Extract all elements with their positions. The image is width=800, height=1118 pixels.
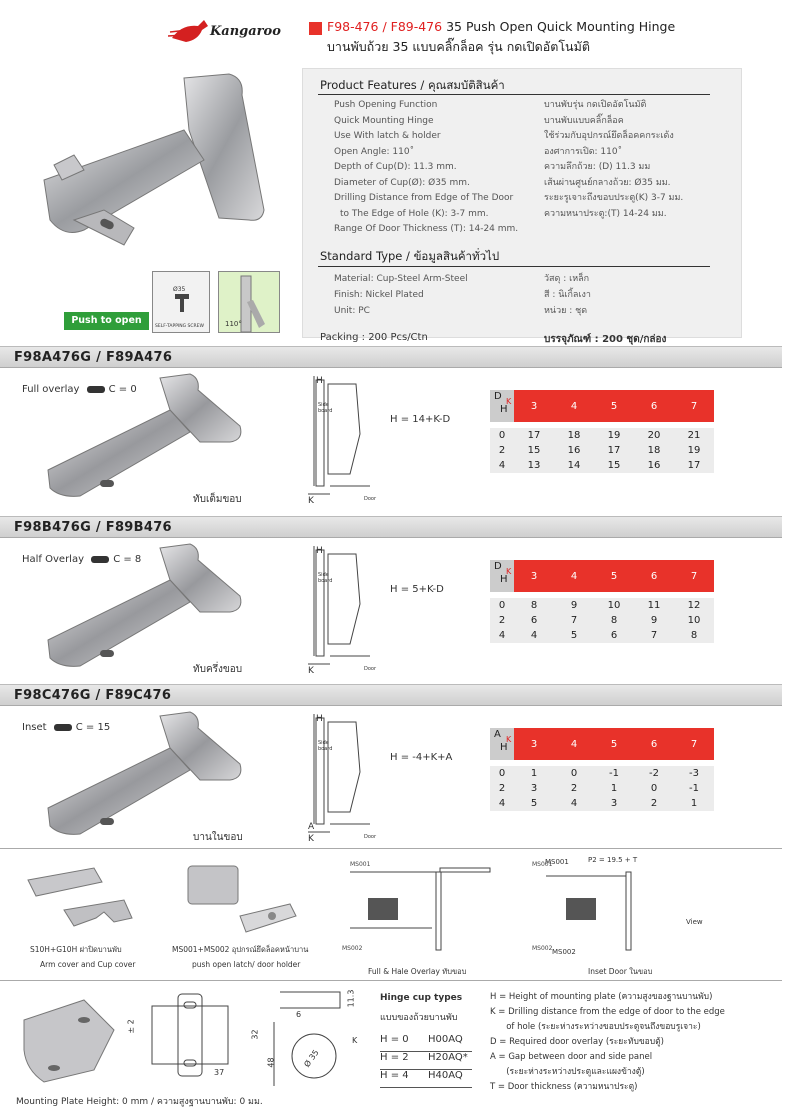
screw-label: SELF-TAPPING SCREW: [155, 324, 204, 329]
standard-item-th: สี : นิเกิ้ลเงา: [544, 290, 591, 300]
table-header-cell: 7: [674, 390, 714, 422]
dim-48: 48: [266, 1057, 276, 1068]
view-label: View: [686, 918, 703, 926]
plate-rule: [0, 980, 782, 981]
header-red-square: [309, 22, 322, 35]
ms002-text: MS002: [552, 948, 576, 956]
full-overlay-diagram: [336, 854, 502, 958]
table-cell: 17: [687, 460, 701, 471]
table-cell: 6: [530, 615, 538, 626]
table-cell: 18: [647, 445, 661, 456]
table-cell: 4: [570, 798, 578, 809]
packing-th: บรรจุภัณฑ์ : 200 ชุด/กล่อง: [544, 334, 667, 345]
table-cell: -1: [689, 783, 699, 794]
table-header-cell: 4: [554, 390, 594, 422]
standard-list-en: [334, 271, 468, 319]
table-cell: 15: [607, 460, 621, 471]
main-hinge-image: [14, 70, 294, 264]
table-cell: 9: [650, 615, 658, 626]
overlay-caption-th: บานในขอบ: [193, 832, 243, 843]
section-hinge-image: [40, 370, 250, 504]
table-cell: 19: [687, 445, 701, 456]
feature-item: Quick Mounting Hinge: [334, 115, 434, 126]
feature-item: Use With latch & holder: [334, 131, 441, 141]
cup-row: H = 2 H20AQ*: [380, 1052, 472, 1070]
feature-item: Push Opening Function: [334, 100, 438, 110]
product-title: [327, 19, 675, 34]
table-cell: 13: [527, 460, 541, 471]
table-cell: 7: [650, 630, 658, 641]
table-header-cell: 5: [594, 728, 634, 760]
ms002-label: MS002: [342, 945, 363, 952]
table-cell: 4: [530, 630, 538, 641]
table-cell: 8: [610, 615, 618, 626]
table-cell: 0: [650, 783, 658, 794]
dim-6: 6: [296, 1010, 302, 1019]
table-header-cell: 3: [514, 728, 554, 760]
feature-item-th: ความลึกถ้วย: (D) 11.3 มม: [544, 162, 651, 172]
table-corner: A H K: [490, 728, 514, 760]
section-code: F98C476G / F89C476: [14, 688, 172, 703]
title-en: 35 Push Open Quick Mounting Hinge: [446, 19, 676, 34]
h-value: 0: [498, 600, 506, 611]
ms001-text: MS001: [545, 858, 569, 866]
h-value: 0: [498, 430, 506, 441]
standard-heading-rule: [318, 266, 710, 267]
h-value: 2: [498, 445, 506, 456]
table-cell: 2: [570, 783, 578, 794]
dimension-table: [490, 728, 714, 811]
k-label: K: [308, 496, 314, 506]
h-label: H: [316, 714, 323, 724]
cup-row: H = 4 H40AQ: [380, 1070, 472, 1088]
table-cell: 1: [690, 798, 698, 809]
dimension-table: [490, 390, 714, 473]
table-cell: 16: [647, 460, 661, 471]
table-header-cell: 5: [594, 390, 634, 422]
table-cell: 15: [527, 445, 541, 456]
k-label: K: [308, 834, 314, 844]
standard-item: Finish: Nickel Plated: [334, 290, 424, 300]
h-value: 0: [498, 768, 506, 779]
door-label: Door: [364, 666, 377, 672]
table-cell: 21: [687, 430, 701, 441]
section-header: [0, 684, 782, 706]
feature-item-th: ใช้ร่วมกับอุปกรณ์ยึดล็อคคกระเด้ง: [544, 131, 674, 141]
feature-item-th: เส้นผ่านศูนย์กลางถ้วย: Ø35 มม.: [544, 177, 671, 188]
dimension-table: [490, 560, 714, 643]
push-to-open-badge: Push to open: [64, 312, 149, 330]
cup-table: [380, 1034, 472, 1088]
legend-item: of hole (ระยะห่างระหว่างขอบประตูจนถึงขอบรูเจาะ): [490, 1022, 701, 1032]
svg-text:MS002: MS002: [532, 945, 553, 952]
brand-name: Kangaroo: [210, 24, 281, 39]
feature-item-th: ระยะรูเจาะถึงขอบประตู(K) 3-7 มม.: [544, 193, 684, 203]
table-cell: 8: [530, 600, 538, 611]
section-hinge-image: [40, 708, 250, 842]
table-row: [490, 781, 714, 796]
screw-icon: [171, 292, 193, 314]
plate-caption: Mounting Plate Height: 0 mm / ความสูงฐานบานพับ: 0 มม.: [16, 1097, 263, 1107]
section-header: [0, 516, 782, 538]
h-label: H: [316, 546, 323, 556]
angle-label: 110°: [225, 320, 242, 328]
feature-item: to The Edge of Hole (K): 3-7 mm.: [340, 208, 489, 219]
table-cell: 3: [610, 798, 618, 809]
mounting-diagram: [300, 544, 380, 678]
formula: H = 14+K-D: [390, 414, 451, 425]
table-cell: 19: [607, 430, 621, 441]
legend-item: H = Height of mounting plate (ความสูงของฐานบานพับ): [490, 992, 713, 1002]
h-value: 2: [498, 615, 506, 626]
table-header-cell: 6: [634, 728, 674, 760]
table-cell: 3: [530, 783, 538, 794]
table-cell: 17: [607, 445, 621, 456]
legend-item: K = Drilling distance from the edge of door to the edge: [490, 1007, 725, 1017]
overlay-caption-th: ทับครึ่งขอบ: [193, 664, 243, 675]
feature-item: Drilling Distance from Edge of The Door: [334, 193, 514, 203]
standard-item-th: หน่วย : ชุด: [544, 306, 588, 316]
door-label: Door: [364, 834, 377, 840]
table-header-cell: 7: [674, 728, 714, 760]
dim-32: 32: [250, 1029, 260, 1040]
section-code: F98B476G / F89B476: [14, 520, 172, 535]
table-header-cell: 6: [634, 390, 674, 422]
h-value: 4: [498, 630, 506, 641]
feature-item: Open Angle: 110˚: [334, 146, 415, 157]
c-value: C = 8: [113, 554, 142, 565]
table-header-cell: 4: [554, 560, 594, 592]
ms001-label: MS001: [350, 861, 371, 868]
overlay-caption-th: ทับเต็มขอบ: [193, 494, 242, 505]
section-hinge-image: [40, 540, 250, 674]
side-board-label: Side board: [318, 572, 333, 584]
open-angle-box: [218, 271, 280, 333]
feature-item: Range Of Door Thickness (T): 14-24 mm.: [334, 224, 519, 234]
table-row: [490, 766, 714, 781]
k-label: K: [308, 666, 314, 676]
latch-en: push open latch/ door holder: [192, 960, 301, 969]
table-cell: 1: [530, 768, 538, 779]
side-board-label: Side board: [318, 402, 333, 414]
mounting-diagram: [300, 374, 380, 508]
title-th: บานพับถ้วย 35 แบบคลิ๊กล็อค รุ่น กดเปิดอัตโนมัติ: [327, 39, 590, 54]
dim-2: ± 2: [126, 1019, 136, 1034]
full-caption: Full & Hale Overlay ทับขอบ: [368, 967, 467, 976]
c-value: C = 0: [108, 384, 137, 395]
table-cell: 11: [647, 600, 661, 611]
table-cell: 2: [650, 798, 658, 809]
latch-code: MS001+MS002 อุปกรณ์ยึดล็อคหน้าบาน: [172, 945, 309, 954]
table-cell: 12: [687, 600, 701, 611]
section-header: [0, 346, 782, 368]
table-cell: -1: [609, 768, 619, 779]
plate-drawing: [138, 990, 258, 1088]
table-header-cell: 5: [594, 560, 634, 592]
self-tapping-screw-box: [152, 271, 210, 333]
h-value: 2: [498, 783, 506, 794]
c-value: C = 15: [75, 722, 111, 733]
formula: H = 5+K-D: [390, 584, 444, 595]
dim-35: Ø 35: [302, 1048, 321, 1069]
features-heading-rule: [318, 94, 710, 95]
feature-item-th: บานพับรุ่น กดเปิดอัตโนมัติ: [544, 100, 647, 110]
dim-k: K: [352, 1036, 358, 1045]
legend-item: (ระยะห่างระหว่างประตูและแผงข้างตู้): [490, 1067, 645, 1077]
overlay-label: Full overlay C = 0: [22, 384, 137, 395]
table-cell: 10: [607, 600, 621, 611]
mounting-plate-image: [14, 990, 124, 1094]
accessories-rule: [0, 848, 782, 849]
cup-row: H = 0 H00AQ: [380, 1034, 472, 1052]
table-cell: 10: [687, 615, 701, 626]
standard-list-th: [544, 271, 591, 319]
p-formula: P2 = 19.5 + T: [588, 856, 638, 864]
table-cell: 17: [527, 430, 541, 441]
table-cell: -2: [649, 768, 659, 779]
table-header-cell: 6: [634, 560, 674, 592]
table-cell: 5: [530, 798, 538, 809]
a-label: A: [308, 822, 315, 832]
section-code: F98A476G / F89A476: [14, 350, 173, 365]
table-row: [490, 613, 714, 628]
inset-caption: Inset Door ในขอบ: [588, 967, 653, 976]
side-board-label: Side board: [318, 740, 333, 752]
table-cell: 0: [570, 768, 578, 779]
table-header-cell: 7: [674, 560, 714, 592]
table-row: [490, 458, 714, 473]
packing-en: Packing : 200 Pcs/Ctn: [320, 332, 428, 343]
feature-item-th: ความหนาประตู:(T) 14-24 มม.: [544, 208, 667, 219]
dim-113: 11.3: [346, 989, 356, 1008]
table-cell: 7: [570, 615, 578, 626]
table-cell: 14: [567, 460, 581, 471]
latch-image: [180, 856, 310, 950]
arm-cover-image: [24, 860, 154, 944]
table-row: [490, 628, 714, 643]
cover-code: S10H+G10H ฝาปิดบานพับ: [30, 945, 122, 954]
table-cell: -3: [689, 768, 699, 779]
legend-item: A = Gap between door and side panel: [490, 1052, 653, 1062]
overlay-label: Half Overlay C = 8: [22, 554, 142, 565]
table-cell: 9: [570, 600, 578, 611]
table-corner: D H K: [490, 390, 514, 422]
standard-item-th: วัสดุ : เหล็ก: [544, 274, 590, 284]
dia-label: Ø35: [173, 286, 186, 293]
features-list-th: [544, 98, 683, 222]
cup-title-th: แบบของถ้วยบานพับ: [380, 1013, 458, 1023]
dim-37: 37: [214, 1068, 225, 1077]
formula: H = -4+K+A: [390, 752, 453, 763]
h-label: H: [316, 376, 323, 386]
legend: [490, 990, 725, 1095]
features-heading: Product Features / คุณสมบัติสินค้า: [320, 78, 505, 92]
table-cell: 18: [567, 430, 581, 441]
model-code: F98-476 / F89-476: [327, 19, 443, 34]
table-header-cell: 3: [514, 560, 554, 592]
table-cell: 5: [570, 630, 578, 641]
feature-item: Depth of Cup(D): 11.3 mm.: [334, 162, 457, 172]
table-header-cell: 4: [554, 728, 594, 760]
standard-item: Material: Cup-Steel Arm-Steel: [334, 274, 468, 284]
features-list-en: [334, 98, 518, 238]
cover-en: Arm cover and Cup cover: [40, 960, 136, 969]
table-row: [490, 598, 714, 613]
legend-item: D = Required door overlay (ระยะทับขอบตู้): [490, 1037, 664, 1047]
table-header-cell: 3: [514, 390, 554, 422]
cup-title-en: Hinge cup types: [380, 993, 463, 1003]
door-label: Door: [364, 496, 377, 502]
table-cell: 1: [610, 783, 618, 794]
table-cell: 8: [690, 630, 698, 641]
standard-item: Unit: PC: [334, 306, 370, 316]
table-corner: D H K: [490, 560, 514, 592]
standard-heading: Standard Type / ข้อมูลสินค้าทั่วไป: [320, 249, 500, 263]
table-row: [490, 443, 714, 458]
h-value: 4: [498, 798, 506, 809]
table-cell: 20: [647, 430, 661, 441]
table-cell: 6: [610, 630, 618, 641]
svg-text:MS001: MS001: [532, 861, 553, 868]
legend-item: T = Door thickness (ความหนาประตู): [490, 1082, 638, 1092]
overlay-label: Inset C = 15: [22, 722, 111, 733]
table-row: [490, 428, 714, 443]
feature-item: Diameter of Cup(Ø): Ø35 mm.: [334, 177, 470, 188]
feature-item-th: องศาการเปิด: 110˚: [544, 146, 623, 157]
h-value: 4: [498, 460, 506, 471]
feature-item-th: บานพับแบบคลิ๊กล็อค: [544, 115, 624, 126]
inset-diagram: [526, 854, 692, 958]
table-cell: 16: [567, 445, 581, 456]
table-row: [490, 796, 714, 811]
brand-logo: [168, 18, 290, 46]
